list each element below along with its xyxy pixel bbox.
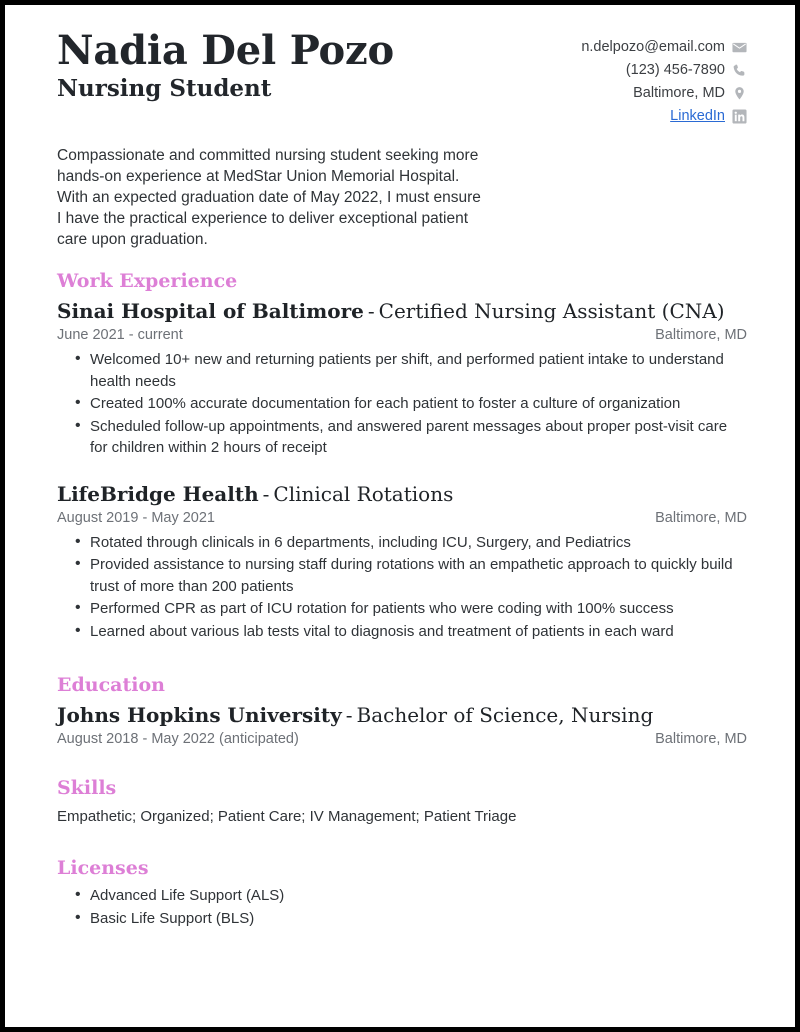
experience-separator: - (262, 481, 270, 506)
contact-row-phone (626, 60, 747, 81)
experience-organization: Sinai Hospital of Baltimore (57, 299, 364, 323)
education-entry (57, 702, 747, 749)
contact-row-linkedin[interactable] (670, 106, 747, 127)
experience-meta (57, 509, 747, 528)
contact-row-email (581, 37, 747, 58)
education-separator: - (345, 703, 353, 727)
experience-meta (57, 326, 747, 345)
education-dates: August 2018 - May 2022 (anticipated) (57, 731, 299, 747)
experience-entry-title (57, 298, 747, 324)
list-item: • Provided assistance to nursing staff during rotations with an empathetic approach to quickly build trust of more than 200 patients (57, 554, 747, 597)
experience-bullet-list (57, 532, 747, 643)
list-item: • Rotated through clinicals in 6 departments, including ICU, Surgery, and Pediatrics (57, 532, 747, 554)
professional-summary: Compassionate and committed nursing student seeking more hands-on experience at MedStar Union Memorial Hospital. With an expected graduation date of May 2022, I must ensure I have the practical experience to deliver exceptional patient care upon graduation. (57, 147, 481, 248)
phone-text: (123) 456-7890 (625, 62, 725, 78)
list-item: • Performed CPR as part of ICU rotation for patients who were coding with 100% success (57, 598, 747, 620)
experience-entry (57, 481, 747, 643)
section-heading-skills: Skills (57, 777, 117, 799)
education-entry-title (57, 702, 747, 728)
phone-icon (732, 63, 747, 78)
experience-location: Baltimore, MD (655, 327, 747, 343)
experience-role: Certified Nursing Assistant (CNA) (378, 299, 725, 323)
experience-entry (57, 298, 747, 459)
list-item: • Scheduled follow-up appointments, and answered parent messages about proper post-visit care for children within 2 hours of receipt (57, 416, 747, 459)
skills-text: Empathetic; Organized; Patient Care; IV Management; Patient Triage (57, 808, 517, 825)
envelope-icon (732, 40, 747, 55)
education-institution: Johns Hopkins University (57, 703, 342, 727)
education-location: Baltimore, MD (655, 731, 747, 747)
experience-separator: - (367, 299, 375, 323)
education-degree: Bachelor of Science, Nursing (356, 703, 654, 727)
list-item: • Welcomed 10+ new and returning patients per shift, and performed patient intake to understand health needs (57, 349, 747, 392)
job-title-subtitle: Nursing Student (57, 75, 272, 102)
section-heading-education: Education (57, 674, 165, 696)
contact-row-location (633, 83, 747, 104)
identity-block (57, 27, 394, 103)
experience-dates: August 2019 - May 2021 (57, 509, 215, 526)
experience-location: Baltimore, MD (655, 509, 747, 526)
list-item: • Basic Life Support (BLS) (57, 908, 747, 930)
section-licenses (57, 857, 747, 929)
section-heading-work-experience: Work Experience (57, 270, 238, 292)
linkedin-link[interactable]: LinkedIn (670, 108, 725, 124)
list-item: • Learned about various lab tests vital to diagnosis and treatment of patients in each ward (57, 621, 747, 643)
resume-header (57, 27, 747, 129)
experience-bullet-list (57, 349, 747, 459)
experience-organization: LifeBridge Health (57, 481, 259, 506)
section-education (57, 674, 747, 749)
licenses-list (57, 885, 747, 929)
location-pin-icon (732, 86, 747, 101)
section-heading-licenses: Licenses (57, 857, 149, 879)
location-text: Baltimore, MD (633, 85, 725, 101)
education-meta (57, 730, 747, 749)
experience-entry-title (57, 481, 747, 507)
experience-dates: June 2021 - current (57, 327, 183, 343)
section-skills (57, 777, 747, 827)
email-text: n.delpozo@email.com (581, 39, 725, 55)
section-work-experience (57, 270, 747, 642)
contact-block (581, 27, 747, 129)
list-item: • Created 100% accurate documentation for each patient to foster a culture of organization (57, 393, 747, 415)
linkedin-icon[interactable] (732, 109, 747, 124)
list-item: • Advanced Life Support (ALS) (57, 885, 747, 907)
page-title: Nadia Del Pozo (57, 27, 395, 74)
experience-role: Clinical Rotations (273, 481, 454, 506)
